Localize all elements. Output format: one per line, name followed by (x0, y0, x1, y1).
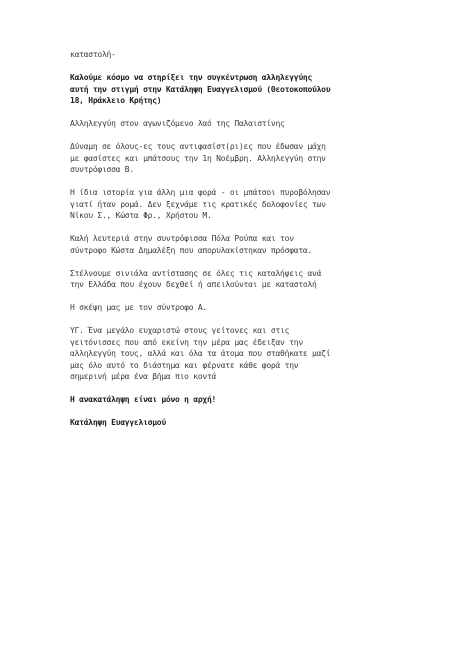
paragraph (70, 233, 400, 256)
paragraph (70, 141, 400, 176)
document-body (70, 49, 400, 440)
paragraph (70, 394, 400, 406)
text-line: αυτή την στιγμή στην Κατάληψη Ευαγγελισμού (Θεοτοκοπούλου (70, 84, 331, 94)
text-line: 18, Ηράκλειο Κρήτης) (70, 96, 162, 105)
paragraph (70, 72, 400, 107)
paragraph (70, 49, 400, 61)
text-line: μας όλο αυτό το διάστημα και φέρνατε κάθε φορά την (70, 360, 299, 370)
paragraph (70, 187, 400, 222)
text-line: σημερινή μέρα ένα βήμα πιο κοντά (70, 372, 217, 381)
text-line: Κατάληψη Ευαγγελισμού (70, 418, 166, 427)
text-line: σύντροφο Κώστα Δημαλέξη που απορυλακίστηκαν πρόσφατα. (70, 245, 313, 255)
text-line: Δύναμη σε όλους-ες τους αντιφασίστ(ρι)ες που έδωσαν μάχη (70, 142, 326, 151)
text-line: ΥΓ. Ένα μεγάλο ευχαριστώ στους γείτονες και στις (70, 326, 290, 335)
text-line: με φασίστες και μπάτσους την 1η Νοέμβρη. Αλληλεγγύη στην (70, 153, 326, 163)
text-line: Η ίδια ιστορία για άλλη μια φορά - οι μπάτσοι πυροβόλησαν (70, 188, 331, 197)
text-line: Η σκέψη μας με τον σύντροφο Α. (70, 303, 207, 312)
text-line: Καλή λευτεριά στην συντρόφισσα Πόλα Ρούπα και τον (70, 234, 294, 243)
paragraph (70, 118, 400, 130)
text-line: Αλληλεγγύη στον αγωνιζόμενο λαό της Παλαιστίνης (70, 119, 285, 128)
text-line: Καλούμε κόσμο να στηρίξει την συγκέντρωση αλληλεγγύης (70, 73, 313, 82)
text-line: συντρόφισσα Β. (70, 165, 134, 174)
text-line: αλληλεγγύη τους, αλλά και όλα τα άτομα που σταθήκατε μαζί (70, 349, 331, 358)
paragraph (70, 325, 400, 383)
text-line: Στέλνουμε σινιάλα αντίστασης σε όλες τις καταλήψεις ανά (70, 268, 322, 278)
text-line: Η ανακατάληψη είναι μόνο η αρχή! (70, 395, 217, 404)
paragraph (70, 268, 400, 291)
text-line: Νίκου Σ., Κώστα Φρ., Χρήστου Μ. (70, 211, 212, 220)
text-line: γιατί ήταν ρομά. Δεν ξεχνάμε τις κρατικές δολοφονίες των (70, 199, 326, 209)
text-line: καταστολή- (70, 50, 116, 59)
text-line: την Ελλάδα που έχουν δεχθεί ή απειλούνται με καταστολή (70, 280, 317, 289)
paragraph (70, 302, 400, 314)
paragraph (70, 417, 400, 429)
text-line: γειτόνισσες που από εκείνη την μέρα μας έδειξαν την (70, 337, 303, 347)
